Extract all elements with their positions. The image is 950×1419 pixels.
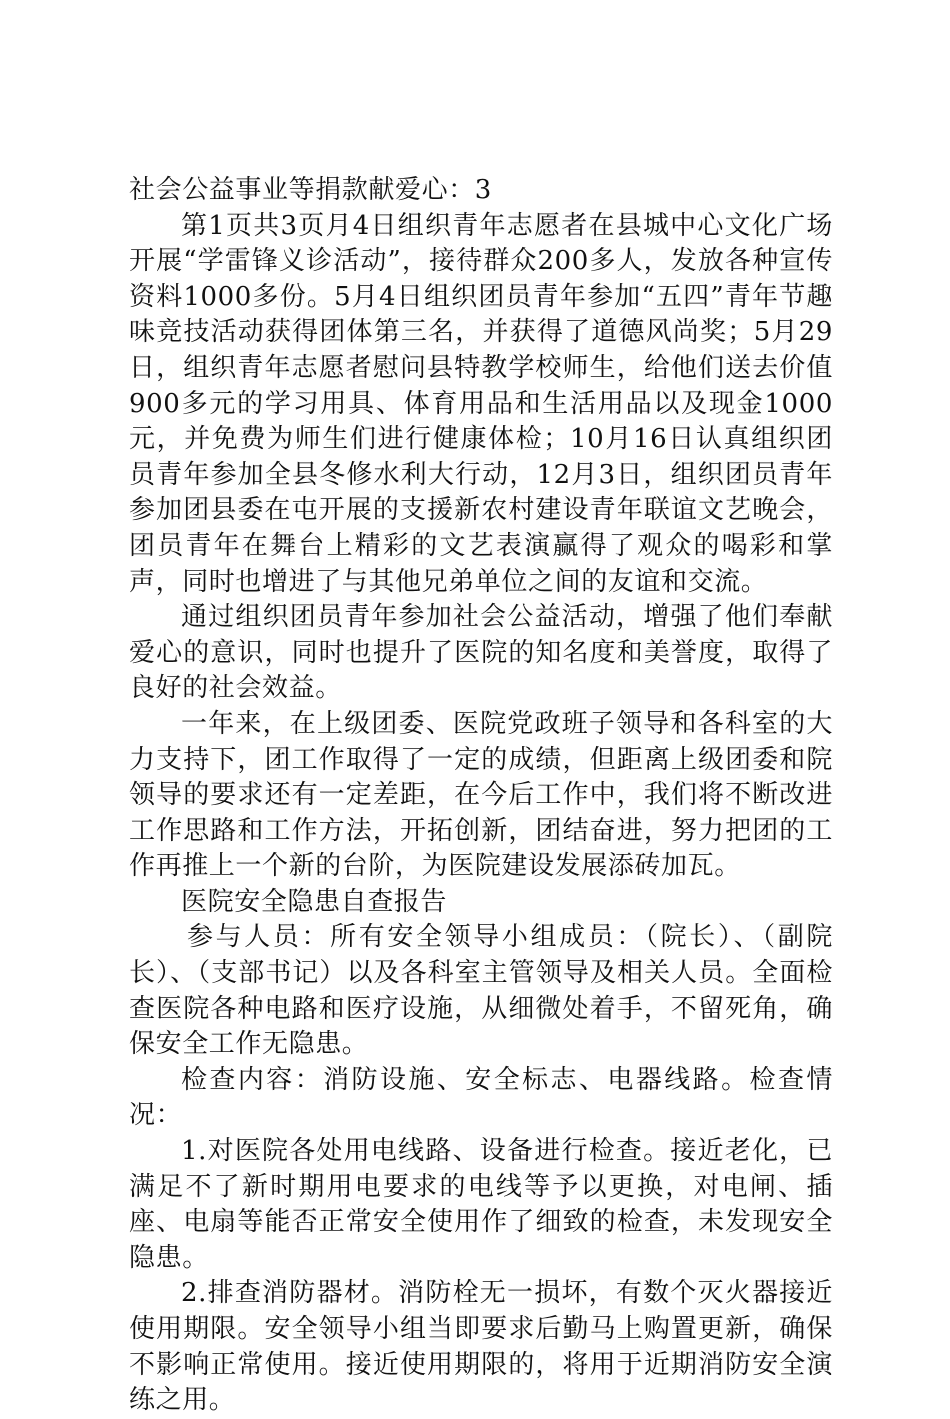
paragraph-heading-line: 社会公益事业等捐款献爱心：3 [129,175,492,205]
paragraph-participants: 参与人员：所有安全领导小组成员：（院长）、（副院长）、（支部书记）以及各科室主管领导及相关人员。全面检查医院各种电路和医疗设施，从细微处着手，不留死角，确保安全工作无隐患。 [129,922,833,1060]
paragraph-activities: 第1页共3页月4日组织青年志愿者在县城中心文化广场开展“学雷锋义诊活动”，接待群众200多人，发放各种宣传资料1000多份。5月4日组织团员青年参加“五四”青年节趣味竞技活动获得团体第三名，并获得了道德风尚奖；5月29日，组织青年志愿者慰问县特教学校师生，给他们送去价值900多元的学习用具、体育用品和生活用品以及现金1000元，并免费为师生们进行健康体检；10月16日认真组织团员青年参加全县冬修水利大行动，12月3日，组织团员青年参加团县委在屯开展的支援新农村建设青年联谊文艺晚会，团员青年在舞台上精彩的文艺表演赢得了观众的喝彩和掌声，同时也增进了与其他兄弟单位之间的友谊和交流。 [129,210,833,597]
document-body [129,173,833,1419]
paragraph-inspection-content: 检查内容：消防设施、安全标志、电器线路。检查情况： [129,1064,833,1131]
paragraph-social-benefit: 通过组织团员青年参加社会公益活动，增强了他们奉献爱心的意识，同时也提升了医院的知名度和美誉度，取得了良好的社会效益。 [129,602,833,704]
paragraph-item-1: 1.对医院各处用电线路、设备进行检查。接近老化，已满足不了新时期用电要求的电线等予以更换，对电闸、插座、电扇等能否正常安全使用作了细致的检查，未发现安全隐患。 [129,1136,833,1273]
section-title: 医院安全隐患自查报告 [181,886,448,917]
paragraph-item-2: 2.排查消防器材。消防栓无一损坏，有数个灭火器接近使用期限。安全领导小组当即要求后勤马上购置更新，确保不影响正常使用。接近使用期限的，将用于近期消防安全演练之用。 [129,1278,833,1416]
paragraph-year-summary: 一年来，在上级团委、医院党政班子领导和各科室的大力支持下，团工作取得了一定的成绩，但距离上级团委和院领导的要求还有一定差距，在今后工作中，我们将不断改进工作思路和工作方法，开拓创新，团结奋进，努力把团的工作再推上一个新的台阶，为医院建设发展添砖加瓦。 [129,708,833,882]
